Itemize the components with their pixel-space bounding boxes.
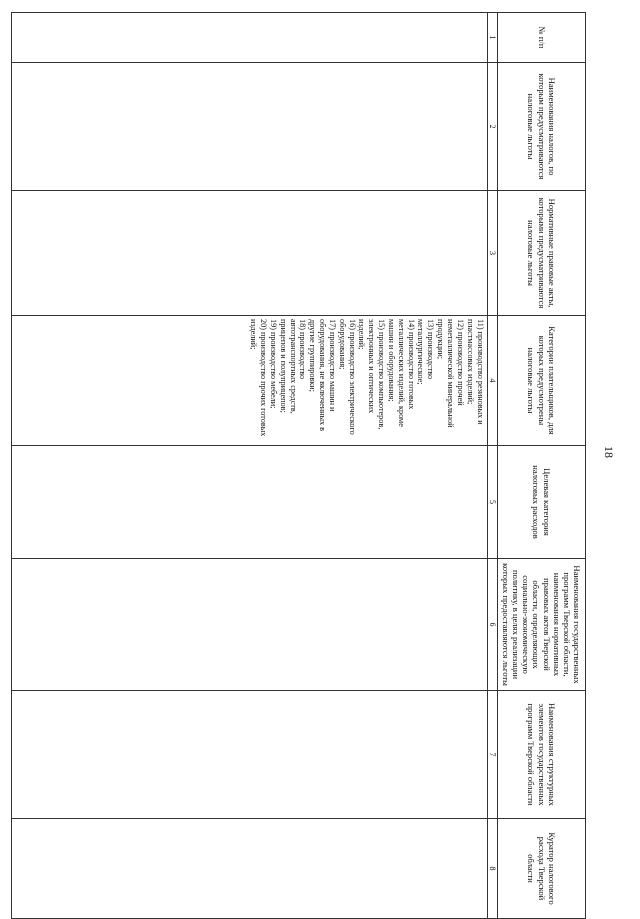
payer-categories-cell: [12, 316, 488, 446]
header-cell: Наименования структурных элементов государственных программ Тверской области: [498, 691, 586, 819]
cell-empty: [12, 691, 488, 819]
cell-empty: [12, 13, 488, 63]
column-number: 1: [487, 13, 497, 63]
page-number: 18: [602, 446, 616, 458]
table-row: [12, 13, 488, 919]
header-cell: Куратор налогового расхода Тверской области: [498, 819, 586, 919]
column-number-row: [487, 13, 497, 919]
category-item: 17) производство машин и оборудования, не включенных в другие группировки;: [308, 319, 337, 432]
rotated-table-sheet: [50, 12, 616, 905]
category-item: 15) производство компьютеров, электронных и оптических изделий;: [357, 319, 387, 430]
header-row: [498, 13, 586, 919]
cell-empty: [12, 819, 488, 919]
cell-empty: [12, 446, 488, 559]
cell-empty: [12, 63, 488, 191]
header-cell: Категории плательщиков, для которых предусмотрены налоговые льготы: [498, 316, 586, 446]
tax-relief-table: [11, 12, 586, 919]
cell-empty: [12, 559, 488, 691]
cell-empty: [12, 191, 488, 316]
category-item: 19) производство мебели;: [268, 319, 278, 409]
category-item: 16) производство электрического оборудования;: [337, 319, 357, 435]
category-item: 13) производство металлургическое;: [416, 319, 436, 385]
column-number: 4: [487, 316, 497, 446]
header-cell: Целевая категория налоговых расходов: [498, 446, 586, 559]
category-item: 11) производство резиновых и пластмассовых изделий;: [465, 319, 485, 425]
column-number: 7: [487, 691, 497, 819]
category-item: 20) производство прочих готовых изделий;: [249, 319, 268, 437]
header-cell: Наименования государственных программ Тверской области, наименования нормативных правовых актов Тверской области, определяющих социально-экономическую политику, в целях реализации которых предоставляются льготы: [498, 559, 586, 691]
header-cell: Наименования налогов, по которым предусматриваются налоговые льготы: [498, 63, 586, 191]
column-number: 3: [487, 191, 497, 316]
header-cell: Нормативные правовые акты, которыми предусматриваются налоговые льготы: [498, 191, 586, 316]
header-cell: № п/п: [498, 13, 586, 63]
column-number: 5: [487, 446, 497, 559]
category-item: 14) производство готовых металлических изделий, кроме машин и оборудования;: [386, 319, 416, 427]
category-item: 18) производство автотранспортных средств, прицепов и полуприцепов;: [278, 319, 308, 414]
column-number: 6: [487, 559, 497, 691]
category-item: 12) производство прочей неметаллической минеральной продукции;: [436, 319, 465, 428]
column-number: 8: [487, 819, 497, 919]
column-number: 2: [487, 63, 497, 191]
